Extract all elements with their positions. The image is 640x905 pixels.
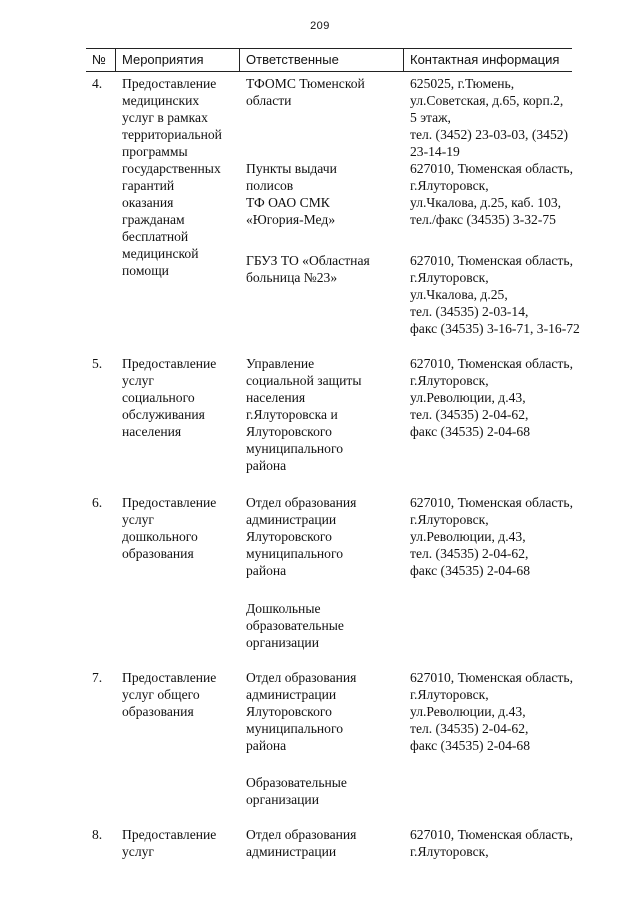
header-divider bbox=[115, 49, 116, 71]
header-contact: Контактная информация bbox=[410, 52, 560, 67]
header-event: Мероприятия bbox=[122, 52, 204, 67]
responsible-org: ГБУЗ ТО «Областная больница №23» bbox=[246, 253, 370, 285]
page-number: 209 bbox=[310, 20, 330, 32]
table-header bbox=[86, 48, 572, 72]
responsible-org: Отдел образования администрации Ялуторовского муниципального района bbox=[246, 670, 357, 753]
responsible-org: ТФОМС Тюменской области bbox=[246, 76, 365, 108]
event-name: Предоставление услуг социального обслуживания населения bbox=[122, 356, 217, 439]
row-number: 7. bbox=[92, 670, 103, 685]
contact-info: 627010, Тюменская область, г.Ялуторовск, ул.Революции, д.43, тел. (34535) 2-04-62, факс (34535) 2-04-68 bbox=[410, 670, 573, 753]
row-number: 8. bbox=[92, 827, 103, 842]
contact-info: 625025, г.Тюмень, ул.Советская, д.65, корп.2, 5 этаж, тел. (3452) 23-03-03, (3452) 23-14-19 bbox=[410, 76, 569, 159]
header-divider bbox=[239, 49, 240, 71]
contact-info: 627010, Тюменская область, г.Ялуторовск, ул.Революции, д.43, тел. (34535) 2-04-62, факс (34535) 2-04-68 bbox=[410, 495, 573, 578]
event-name: Предоставление услуг дошкольного образования bbox=[122, 495, 217, 561]
contact-info: 627010, Тюменская область, г.Ялуторовск, ул.Чкалова, д.25, каб. 103, тел./факс (34535) 3-32-75 bbox=[410, 161, 573, 227]
responsible-org: Дошкольные образовательные организации bbox=[246, 601, 344, 650]
responsible-org: Управление социальной защиты населения г.Ялуторовска и Ялуторовского муниципального района bbox=[246, 356, 362, 473]
event-name: Предоставление услуг bbox=[122, 827, 217, 859]
row-number: 4. bbox=[92, 76, 103, 91]
contact-info: 627010, Тюменская область, г.Ялуторовск, ул.Чкалова, д.25, тел. (34535) 2-03-14, факс (34535) 3-16-71, 3-16-72 bbox=[410, 253, 580, 336]
row-number: 6. bbox=[92, 495, 103, 510]
responsible-org: Пункты выдачи полисов ТФ ОАО СМК «Югория-Мед» bbox=[246, 161, 337, 227]
header-responsible: Ответственные bbox=[246, 52, 339, 67]
header-num: № bbox=[92, 52, 106, 67]
event-name: Предоставление медицинских услуг в рамках территориальной программы государственных гарантий оказания гражданам бесплатной медицинской помощи bbox=[122, 76, 222, 278]
responsible-org: Отдел образования администрации bbox=[246, 827, 357, 859]
contact-info: 627010, Тюменская область, г.Ялуторовск, bbox=[410, 827, 573, 859]
event-name: Предоставление услуг общего образования bbox=[122, 670, 217, 719]
contact-info: 627010, Тюменская область, г.Ялуторовск, ул.Революции, д.43, тел. (34535) 2-04-62, факс (34535) 2-04-68 bbox=[410, 356, 573, 439]
responsible-org: Отдел образования администрации Ялуторовского муниципального района bbox=[246, 495, 357, 578]
header-divider bbox=[403, 49, 404, 71]
row-number: 5. bbox=[92, 356, 103, 371]
responsible-org: Образовательные организации bbox=[246, 775, 347, 807]
